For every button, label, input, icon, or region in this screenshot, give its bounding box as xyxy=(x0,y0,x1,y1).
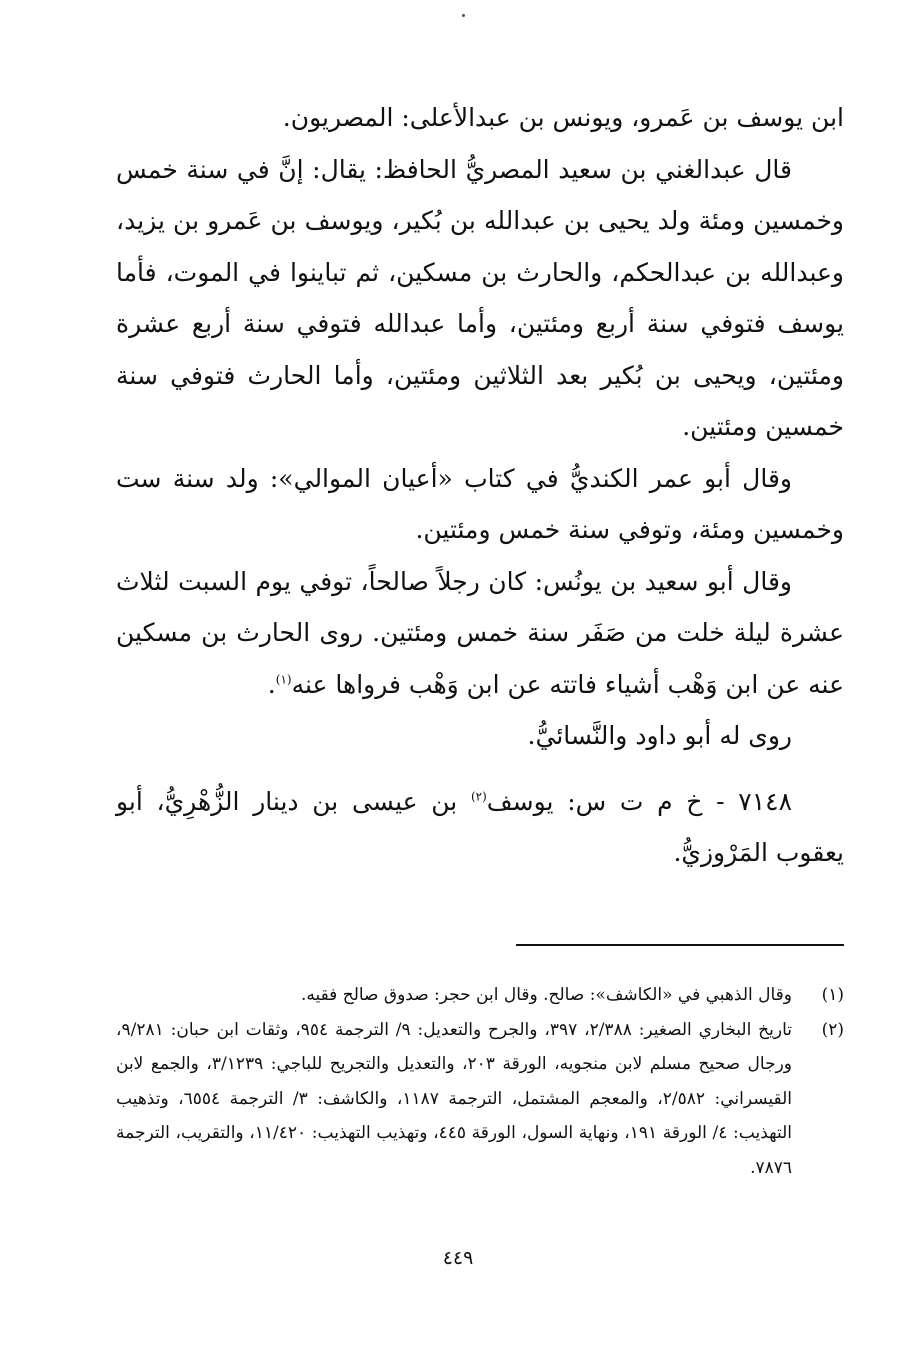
footnotes xyxy=(116,978,844,1185)
footnote-divider xyxy=(516,944,844,946)
main-text xyxy=(116,92,844,879)
footnote-2 xyxy=(116,1013,844,1186)
footnote-1 xyxy=(116,978,844,1013)
footnote-ref-1[interactable]: (١) xyxy=(275,672,292,687)
entry-heading xyxy=(116,776,844,879)
entry-number: ٧١٤٨ xyxy=(738,786,793,816)
paragraph-abdulghani: قال عبدالغني بن سعيد المصريُّ الحافظ: يقال: إنَّ في سنة خمس وخمسين ومئة ولد يحيى بن عبدالله بن بُكير، ويوسف بن عَمرو بن يزيد، وعبدالله بن عبدالحكم، والحارث بن مسكين، ثم تباينوا في الموت، فأما يوسف فتوفي سنة أربع ومئتين، وأما عبدالله فتوفي سنة أربع عشرة ومئتين، ويحيى بن بُكير بعد الثلاثين ومئتين، وأما الحارث فتوفي سنة خمسين ومئتين. xyxy=(116,154,844,441)
paragraph-ibn-yunus-text: وقال أبو سعيد بن يونُس: كان رجلاً صالحاً، توفي يوم السبت لثلاث عشرة ليلة خلت من صَفَر سنة خمس ومئتين. روى الحارث بن مسكين عنه عن ابن وَهْب أشياء فاتته عن ابن وَهْب فرواها عنه xyxy=(116,566,844,699)
footnote-1-number: (١) xyxy=(821,985,844,1005)
entry-sigla: خ م ت س xyxy=(575,786,703,816)
footnote-2-text: تاريخ البخاري الصغير: ٢/٣٨٨، ٣٩٧، والجرح والتعديل: ٩/ الترجمة ٩٥٤، وثقات ابن حبان: ٩/٢٨١، ورجال صحيح مسلم لابن منجويه، الورقة ٢٠٣، والتعديل والتجريح للباجي: ٣/١٢٣٩، والجمع لابن القيسراني: ٢/٥٨٢، والمعجم المشتمل، الترجمة ١١٨٧، والكاشف: ٣/ الترجمة ٦٥٥٤، وتذهيب التهذيب: ٤/ الورقة ١٩١، ونهاية السول، الورقة ٤٤٥، وتهذيب التهذيب: ١١/٤٢٠، والتقريب، الترجمة ٧٨٧٦. xyxy=(116,1019,793,1178)
entry-name-start: يوسف xyxy=(486,786,554,816)
page-number: ٤٤٩ xyxy=(442,1247,474,1269)
footnote-1-text: وقال الذهبي في «الكاشف»: صالح. وقال ابن حجر: صدوق صالح فقيه. xyxy=(300,985,792,1005)
paragraph-ibn-yunus-end: . xyxy=(267,669,276,699)
paragraph-ibn-yunus xyxy=(116,556,844,711)
paragraph-kindi: وقال أبو عمر الكنديُّ في كتاب «أعيان الموالي»: ولد سنة ست وخمسين ومئة، وتوفي سنة خمس ومئتين. xyxy=(116,463,844,544)
paragraph-continuation: ابن يوسف بن عَمرو، ويونس بن عبدالأعلى: المصريون. xyxy=(282,103,844,132)
footnote-2-number: (٢) xyxy=(821,1019,844,1040)
entry-dash: - xyxy=(702,786,739,816)
entry-name-rest: بن عيسى بن دينار الزُّهْرِيُّ، أبو يعقوب المَرْوزيُّ. xyxy=(116,786,844,867)
entry-colon: : xyxy=(553,786,576,816)
top-dot xyxy=(462,14,465,17)
paragraph-riwaya: روى له أبو داود والنَّسائيُّ. xyxy=(527,721,792,750)
footnote-ref-2[interactable]: (٢) xyxy=(470,789,487,804)
